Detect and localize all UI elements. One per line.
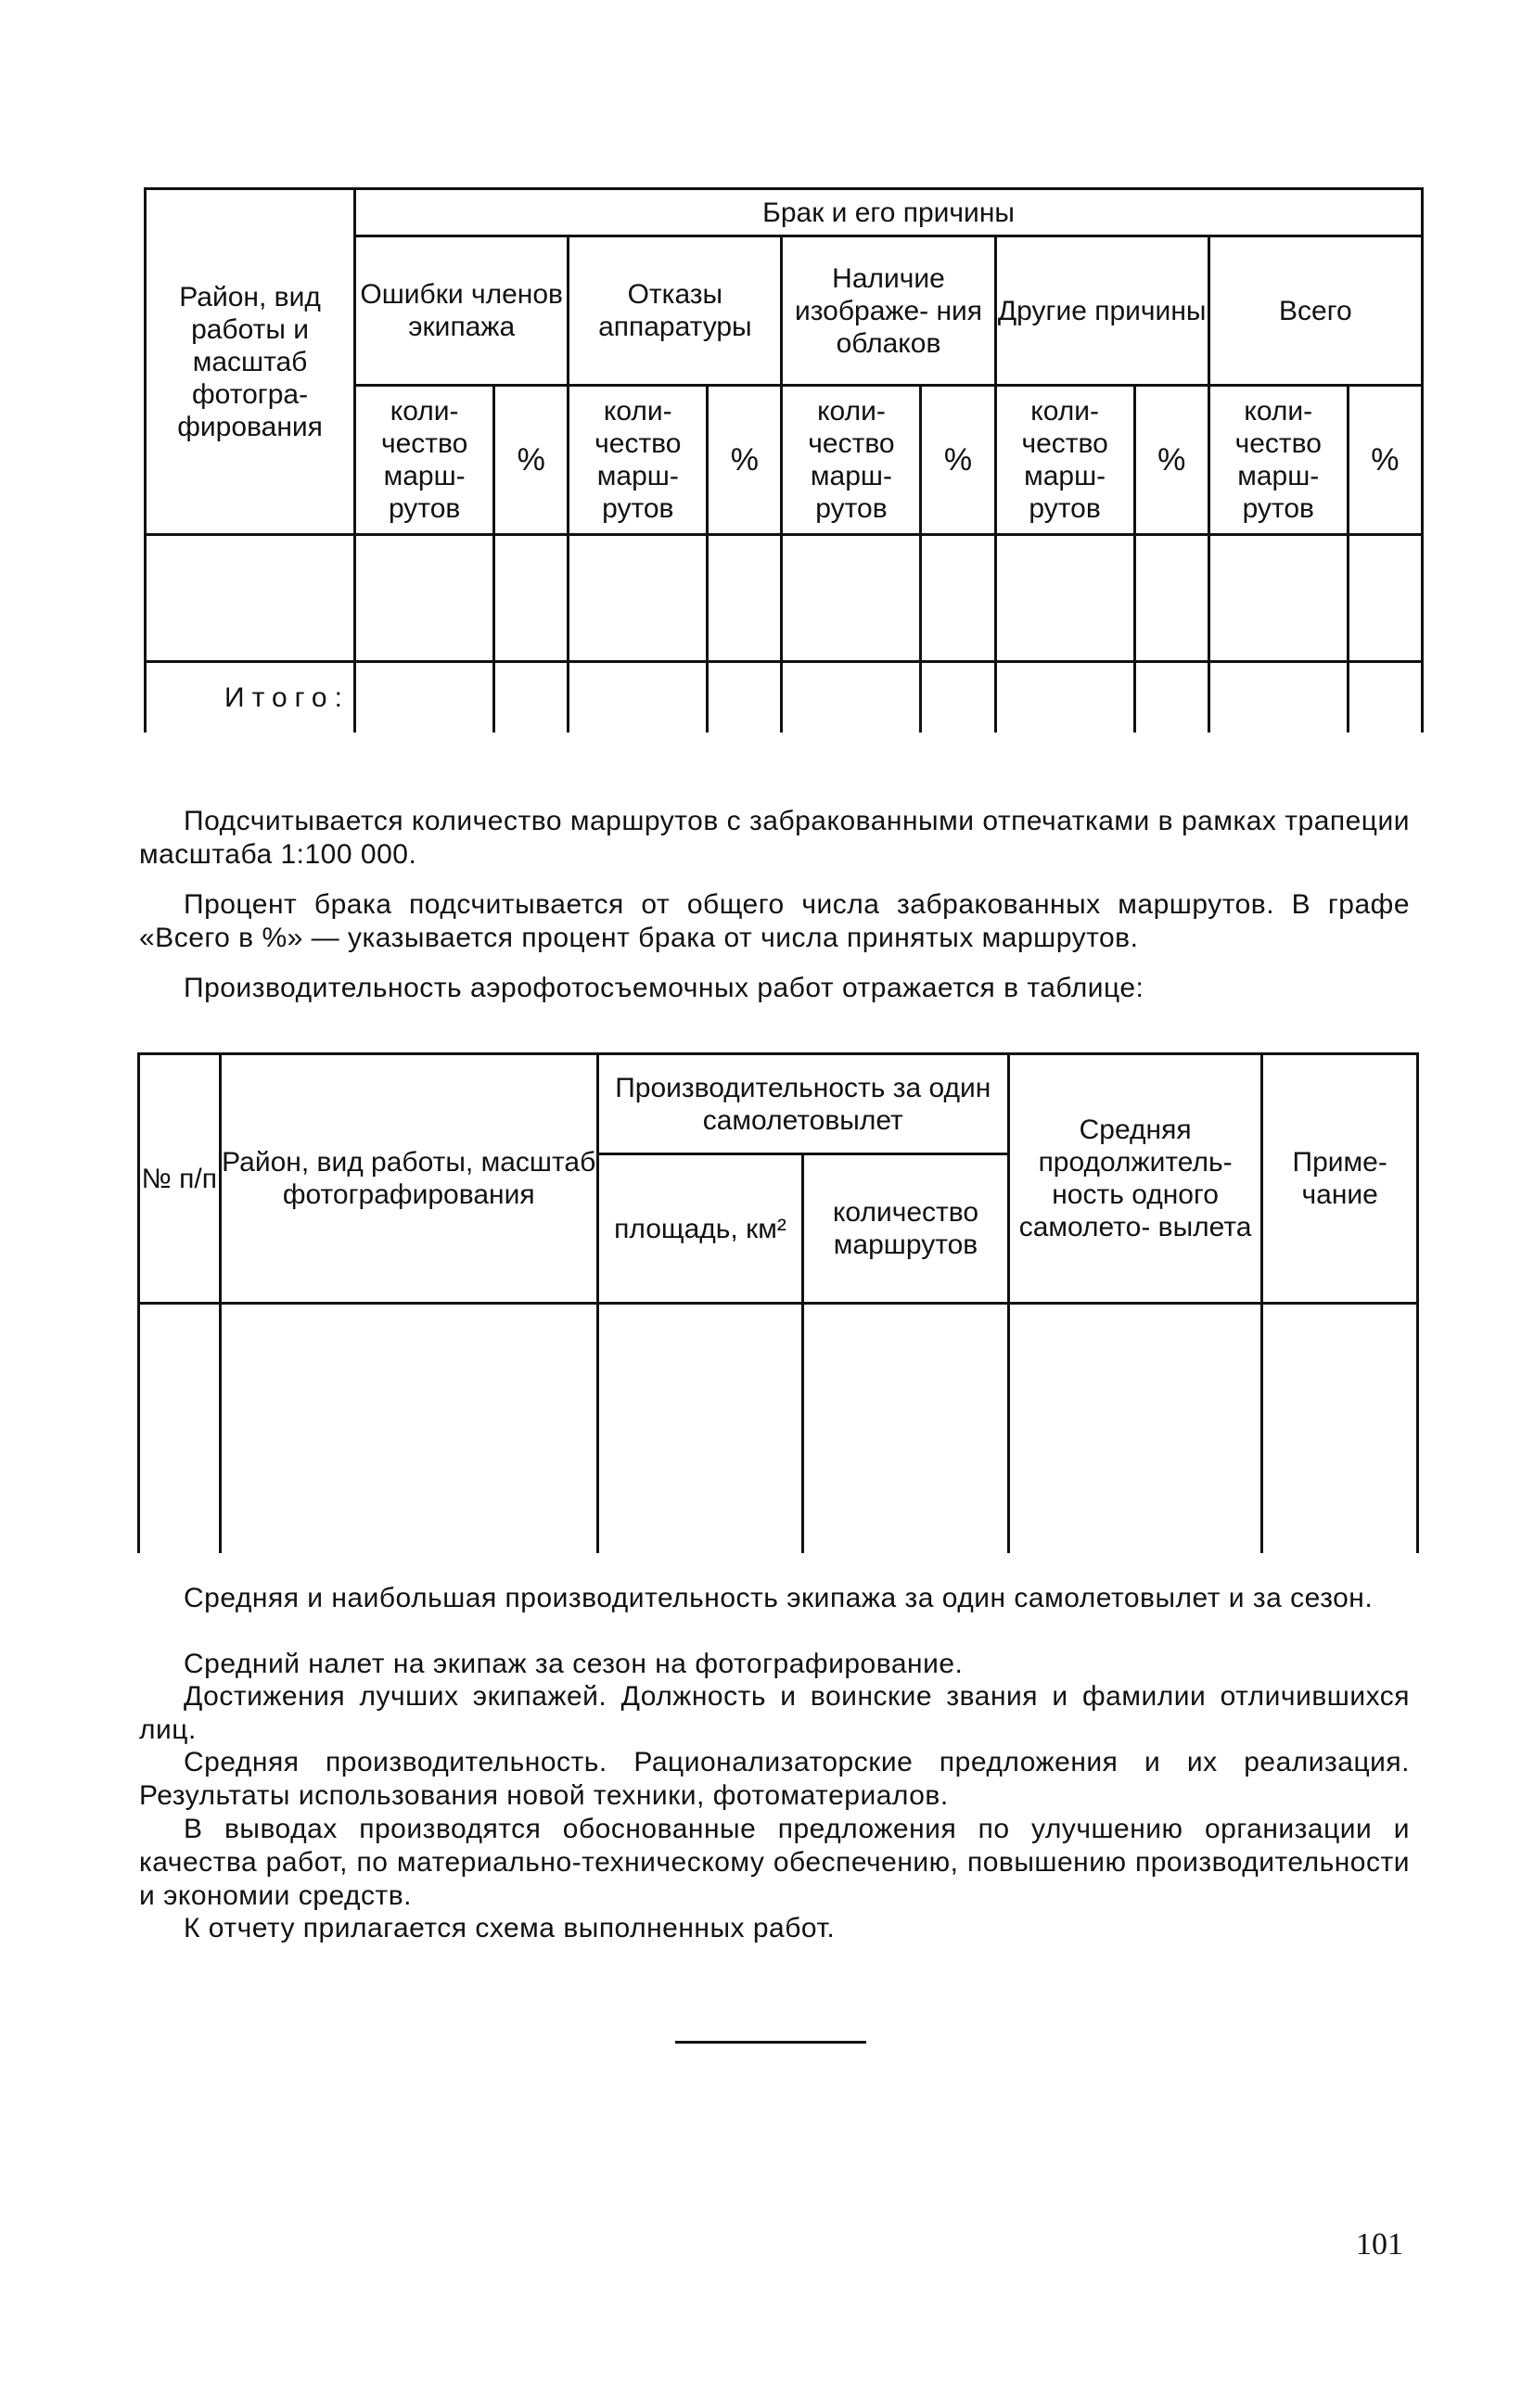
percent-label: %: [1157, 441, 1186, 478]
region-header-text: Район, вид работы, масштаб фотографирования: [222, 1147, 596, 1210]
routes-header: [803, 1154, 1009, 1304]
count-label: коли- чество марш- рутов: [594, 396, 682, 524]
percent-label: %: [730, 441, 759, 478]
note-header-text: Приме- чание: [1292, 1147, 1387, 1210]
table-cell: [995, 535, 1134, 662]
count-header: [1208, 386, 1348, 535]
table-cell: [1348, 535, 1422, 662]
count-label: коли- чество марш- рутов: [1234, 396, 1322, 524]
total-label-cell: [146, 662, 355, 733]
duration-header: [1008, 1054, 1262, 1304]
defects-table: [144, 187, 1424, 733]
table-cell: [803, 1304, 1009, 1554]
percent-header: [1134, 386, 1208, 535]
count-label: коли- чество марш- рутов: [808, 396, 895, 524]
paragraph-defect-percent: Процент брака подсчитывается от общего числа забракованных маршрутов. В графе «Всего в %» — указывается процент брака от числа принятых маршрутов.: [139, 889, 1410, 953]
table-cell: [355, 662, 494, 733]
count-label: коли- чество марш- рутов: [380, 396, 468, 524]
table-row: [139, 1304, 1418, 1554]
paragraph-crew-productivity: Средняя и наибольшая производительность экипажа за один самолетовылет и за сезон.: [184, 1583, 1374, 1613]
table-cell: [1208, 662, 1348, 733]
table-cell: [494, 535, 569, 662]
percent-header: [708, 386, 782, 535]
percent-header: [1348, 386, 1422, 535]
paragraph-average-productivity: Средняя производительность. Рационализаторские предложения и их реализация. Результаты использования новой техники, фотоматериалов.: [139, 1747, 1410, 1811]
category-label: Другие причины: [997, 295, 1207, 326]
row-header-text: Район, вид работы и масштаб фотогра- фирования: [177, 281, 323, 442]
area-header-text: площадь, км²: [614, 1213, 786, 1244]
table-cell: [569, 535, 708, 662]
area-header: [597, 1154, 802, 1304]
table-cell: [782, 662, 921, 733]
category-label: Всего: [1279, 295, 1352, 326]
routes-header-text: количество маршрутов: [832, 1197, 979, 1260]
percent-header: [921, 386, 995, 535]
paragraph-attachment: К отчету прилагается схема выполненных работ.: [184, 1913, 836, 1943]
table-cell: [146, 535, 355, 662]
category-header: [1208, 236, 1422, 386]
table-cell: [921, 535, 995, 662]
count-header: [782, 386, 921, 535]
category-label: Ошибки членов экипажа: [360, 279, 563, 342]
productivity-group-header: [597, 1054, 1008, 1154]
table-cell: [1134, 662, 1208, 733]
page-number: 101: [1356, 2227, 1403, 2261]
category-header: [569, 236, 782, 386]
table-cell: [355, 535, 494, 662]
count-header: [355, 386, 494, 535]
table-cell: [1134, 535, 1208, 662]
count-header: [995, 386, 1134, 535]
count-header: [569, 386, 708, 535]
paragraph-conclusions: В выводах производятся обоснованные предложения по улучшению организации и качества работ, по материально-техническому обеспечению, повышению производительности и экономии средств.: [139, 1814, 1410, 1911]
total-row: [146, 662, 1423, 733]
total-label: Итого:: [224, 682, 350, 713]
productivity-group-text: Производительность за один самолетовылет: [615, 1072, 991, 1136]
table-cell: [1008, 1304, 1262, 1554]
category-header: [782, 236, 995, 386]
table-row: [146, 535, 1423, 662]
table-cell: [494, 662, 569, 733]
table-cell: [139, 1304, 221, 1554]
table-cell: [220, 1304, 597, 1554]
productivity-table: [137, 1052, 1419, 1553]
category-label: Отказы аппаратуры: [598, 279, 752, 342]
section-divider: [675, 2041, 866, 2044]
group-header-cell: [355, 189, 1423, 236]
region-header: [220, 1054, 597, 1304]
row-header-cell: [146, 189, 355, 535]
paragraph-flight-time: Средний налет на экипаж за сезон на фотографирование.: [184, 1649, 964, 1679]
table-cell: [921, 662, 995, 733]
percent-label: %: [1371, 441, 1400, 478]
percent-header: [494, 386, 569, 535]
category-label: Наличие изображе- ния облаков: [794, 262, 983, 359]
number-header: [139, 1054, 221, 1304]
category-header: [355, 236, 569, 386]
table-cell: [708, 662, 782, 733]
paragraph-routes-count: Подсчитывается количество маршрутов с забракованными отпечатками в рамках трапеции масштаба 1:100 000.: [139, 806, 1410, 870]
category-header: [995, 236, 1208, 386]
group-header-text: Брак и его причины: [762, 197, 1015, 228]
table-cell: [1348, 662, 1422, 733]
table-cell: [1262, 1304, 1418, 1554]
table-cell: [1208, 535, 1348, 662]
percent-label: %: [517, 441, 545, 478]
table-cell: [569, 662, 708, 733]
table-cell: [782, 535, 921, 662]
table-cell: [708, 535, 782, 662]
count-label: коли- чество марш- рутов: [1021, 396, 1108, 524]
table-cell: [995, 662, 1134, 733]
paragraph-best-crews: Достижения лучших экипажей. Должность и воинские звания и фамилии отличившихся лиц.: [139, 1681, 1410, 1745]
note-header: [1262, 1054, 1418, 1304]
number-header-text: № п/п: [141, 1163, 217, 1194]
table-cell: [597, 1304, 802, 1554]
paragraph-productivity-intro: Производительность аэрофотосъемочных работ отражается в таблице:: [184, 973, 1144, 1003]
duration-header-text: Средняя продолжитель- ность одного самолето- вылета: [1018, 1115, 1252, 1242]
percent-label: %: [943, 441, 973, 478]
